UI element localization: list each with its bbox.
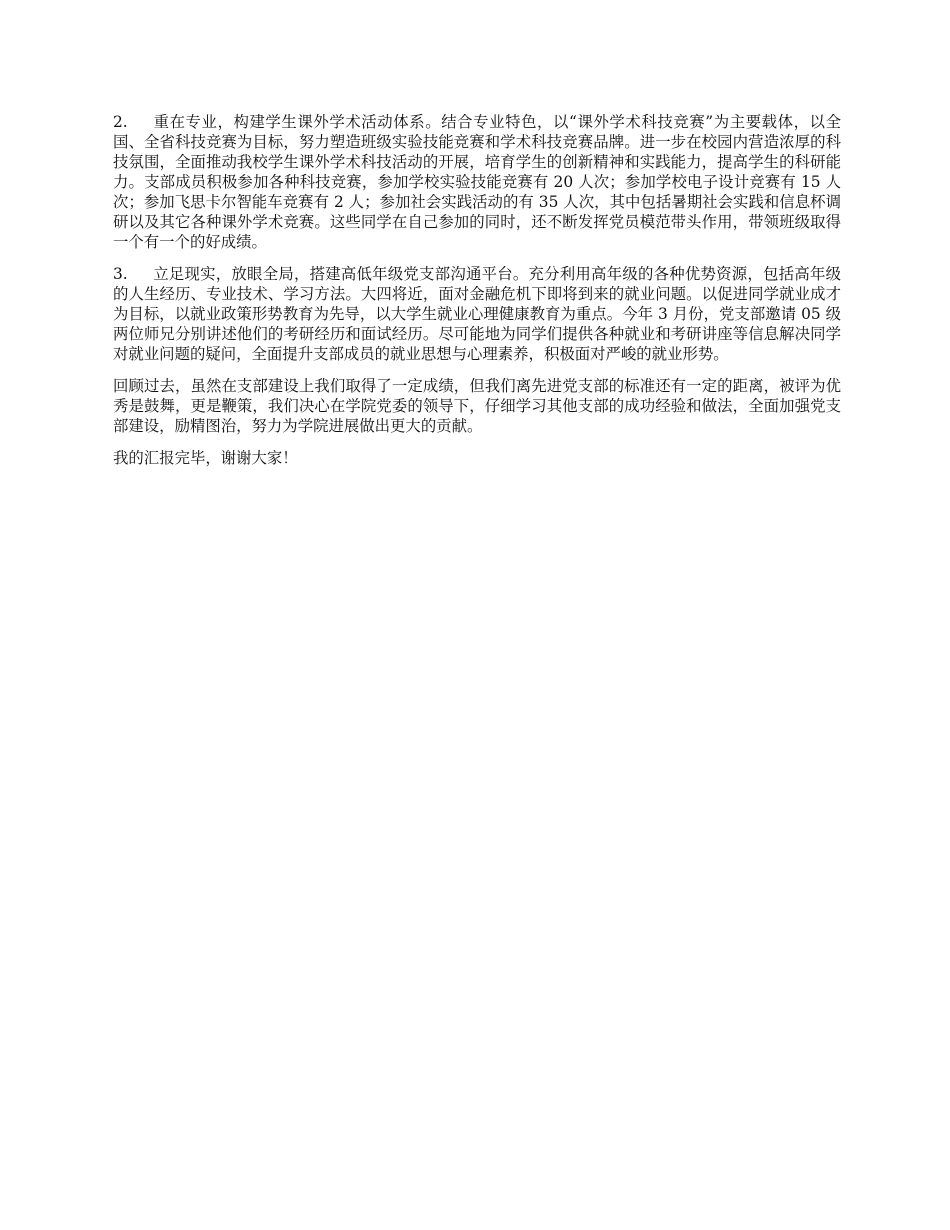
- paragraph-closing: [113, 448, 841, 468]
- paragraph-text: 我的汇报完毕，谢谢大家！: [113, 449, 298, 467]
- paragraph-number: 3.: [113, 265, 128, 283]
- paragraph-item-2: [113, 112, 841, 252]
- paragraph-review: [113, 376, 841, 436]
- paragraph-item-3: [113, 264, 841, 364]
- paragraph-text: 重在专业，构建学生课外学术活动体系。结合专业特色，以“课外学术科技竞赛”为主要载体，以全国、全省科技竞赛为目标，努力塑造班级实验技能竞赛和学术科技竞赛品牌。进一步在校园内营造浓厚的科技氛围，全面推动我校学生课外学术科技活动的开展，培育学生的创新精神和实践能力，提高学生的科研能力。支部成员积极参加各种科技竞赛，参加学校实验技能竞赛有 20 人次；参加学校电子设计竞赛有 15 人次；参加飞思卡尔智能车竞赛有 2 人；参加社会实践活动的有 35 人次，其中包括暑期社会实践和信息杯调研以及其它各种课外学术竞赛。这些同学在自己参加的同时，还不断发挥党员模范带头作用，带领班级取得一个有一个的好成绩。: [113, 113, 841, 251]
- paragraph-text: 回顾过去，虽然在支部建设上我们取得了一定成绩，但我们离先进党支部的标准还有一定的距离，被评为优秀是鼓舞，更是鞭策，我们决心在学院党委的领导下，仔细学习其他支部的成功经验和做法，全面加强党支部建设，励精图治，努力为学院进展做出更大的贡献。: [113, 377, 841, 435]
- paragraph-text: 立足现实，放眼全局，搭建高低年级党支部沟通平台。充分利用高年级的各种优势资源，包括高年级的人生经历、专业技术、学习方法。大四将近，面对金融危机下即将到来的就业问题。以促进同学就业成才为目标，以就业政策形势教育为先导，以大学生就业心理健康教育为重点。今年 3 月份，党支部邀请 05 级两位师兄分别讲述他们的考研经历和面试经历。尽可能地为同学们提供各种就业和考研讲座等信息解决同学对就业问题的疑问，全面提升支部成员的就业思想与心理素养，积极面对严峻的就业形势。: [113, 265, 841, 363]
- paragraph-number: 2.: [113, 113, 128, 131]
- document-body: [113, 112, 841, 480]
